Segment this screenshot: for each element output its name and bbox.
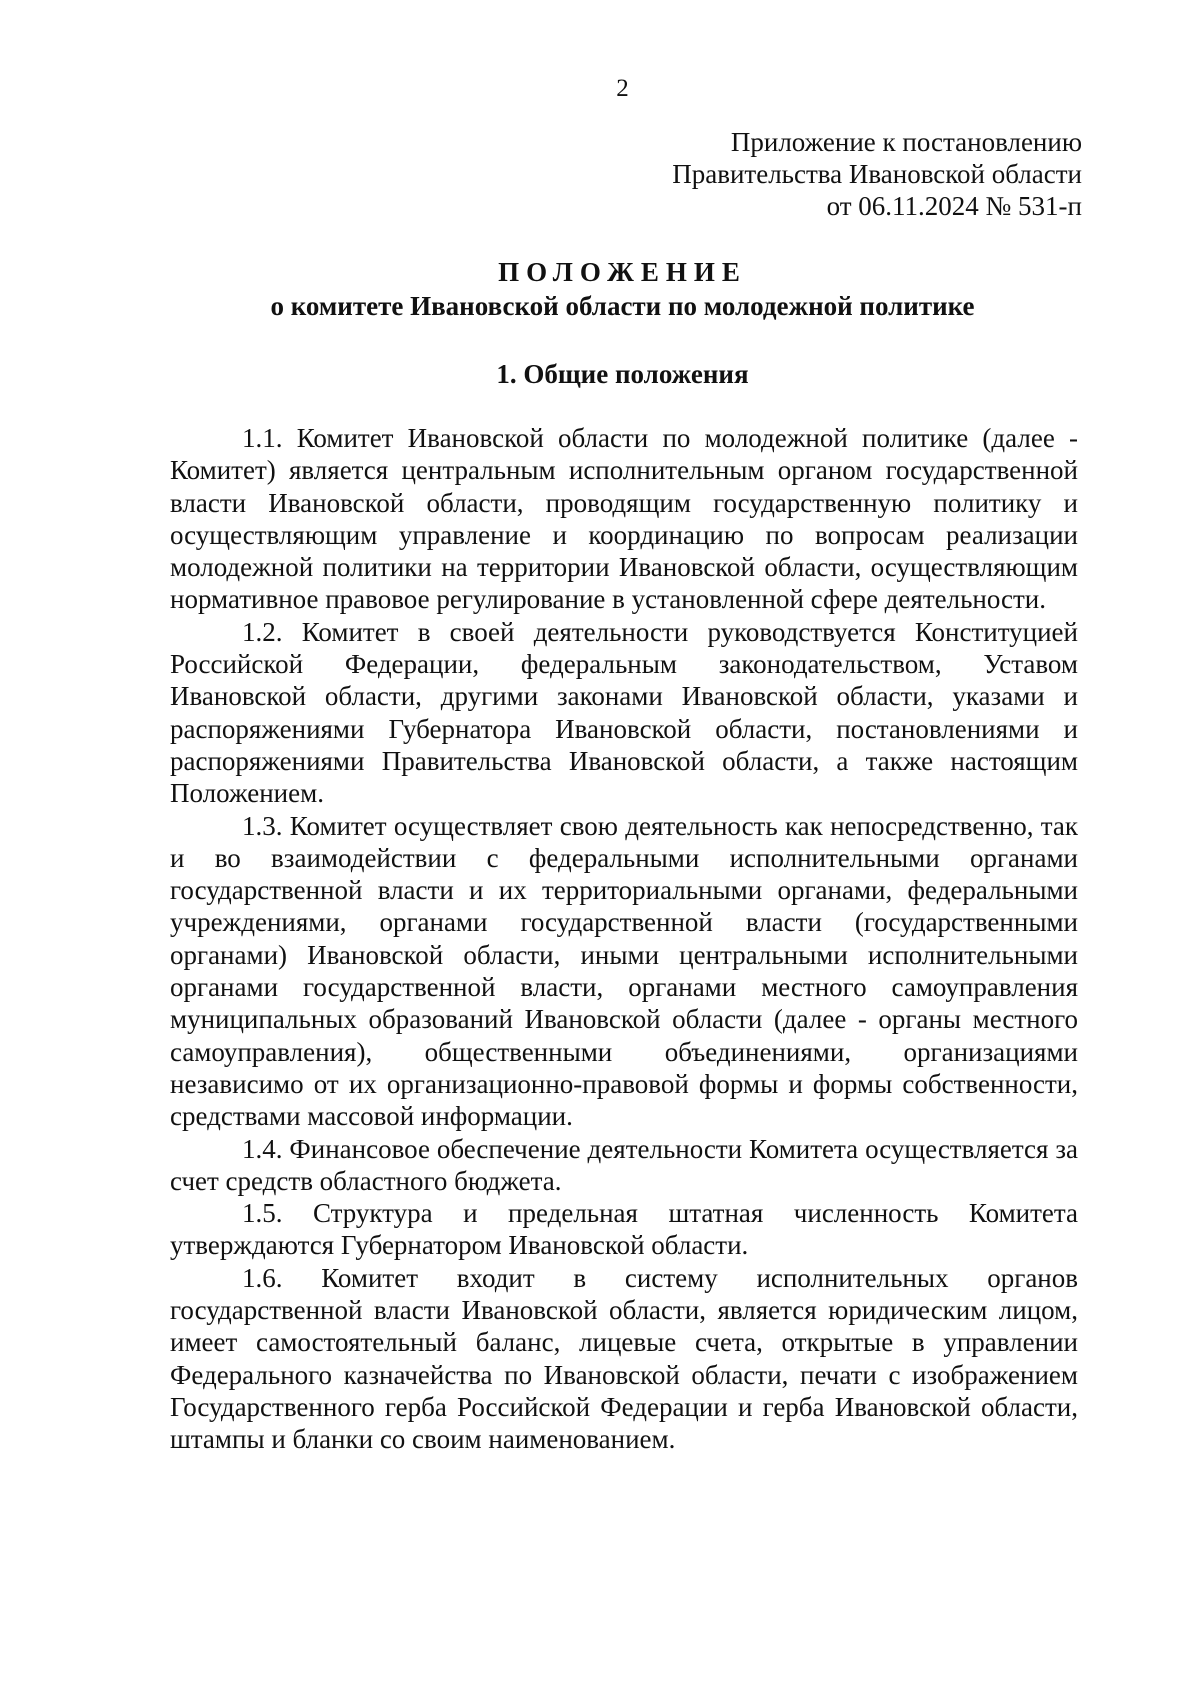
document-subtitle: о комитете Ивановской области по молодежной политике bbox=[270, 291, 975, 321]
approval-line-1: Приложение к постановлению bbox=[730, 127, 1082, 157]
section-heading: 1. Общие положения bbox=[496, 359, 749, 389]
approval-block bbox=[672, 126, 1082, 222]
page-number: 2 bbox=[616, 75, 629, 102]
paragraph-1-3: 1.3. Комитет осуществляет свою деятельность как непосредственно, так и во взаимодействии с федеральными исполнительными органами государственной власти и их территориальными органами, федеральными учреждениями, органами государственной власти (государственными органами) Ивановской области, иными центральными исполнительными органами государственной власти, органами местного самоуправления муниципальных образований Ивановской области (далее - органы местного самоуправления), общественными объединениями, организациями независимо от их организационно-правовой формы и формы собственности, средствами массовой информации. bbox=[170, 810, 1078, 1132]
document-body bbox=[170, 422, 1078, 1456]
document-title: ПОЛОЖЕНИЕ bbox=[498, 257, 747, 287]
paragraph-1-2: 1.2. Комитет в своей деятельности руководствуется Конституцией Российской Федерации, федеральным законодательством, Уставом Ивановской области, другими законами Ивановской области, указами и распоряжениями Губернатора Ивановской области, постановлениями и распоряжениями Правительства Ивановской области, а также настоящим Положением. bbox=[170, 616, 1078, 809]
paragraph-1-5: 1.5. Структура и предельная штатная численность Комитета утверждаются Губернатором Ивановской области. bbox=[170, 1198, 1078, 1261]
paragraph-1-1: 1.1. Комитет Ивановской области по молодежной политике (далее - Комитет) является центральным исполнительным органом государственной власти Ивановской области, проводящим государственную политику и осуществляющим управление и координацию по вопросам реализации молодежной политики на территории Ивановской области, осуществляющим нормативное правовое регулирование в установленной сфере деятельности. bbox=[170, 423, 1078, 615]
paragraph-1-4: 1.4. Финансовое обеспечение деятельности Комитета осуществляется за счет средств областного бюджета. bbox=[170, 1133, 1078, 1196]
approval-line-3: от 06.11.2024 № 531-п bbox=[826, 191, 1082, 221]
paragraph-1-6: 1.6. Комитет входит в систему исполнительных органов государственной власти Ивановской области, является юридическим лицом, имеет самостоятельный баланс, лицевые счета, открытые в управлении Федерального казначейства по Ивановской области, печати с изображением Государственного герба Российской Федерации и герба Ивановской области, штампы и бланки со своим наименованием. bbox=[170, 1262, 1078, 1455]
approval-line-2: Правительства Ивановской области bbox=[672, 159, 1082, 189]
